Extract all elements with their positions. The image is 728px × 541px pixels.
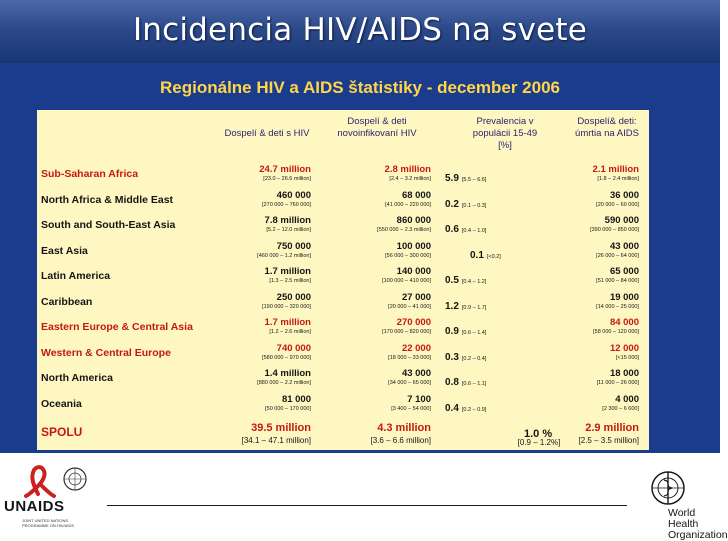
region-name: Eastern Europe & Central Asia	[41, 321, 193, 333]
cell-prevalence: 0.4 [0.2 – 0.9]	[445, 402, 487, 414]
cell-living: 24.7 million [23.0 – 26.6 million]	[259, 164, 311, 182]
cell-living: 81 000 [50 000 – 170 000]	[265, 393, 311, 412]
who-wordmark	[668, 508, 728, 541]
statistics-table	[37, 110, 649, 450]
cell-new: 100 000 [56 000 – 300 000]	[385, 240, 431, 259]
table-row	[37, 266, 649, 292]
unaids-wordmark: UNAIDS	[4, 498, 65, 515]
cell-living: 1.7 million [1.2 – 2.6 million]	[264, 317, 311, 335]
cell-prevalence: 0.1 [<0.2]	[470, 249, 501, 261]
table-row	[37, 292, 649, 318]
cell-new: 22 000 [18 000 – 33 000]	[388, 342, 431, 361]
cell-prevalence: 0.8 [0.6 – 1.1]	[445, 377, 487, 388]
un-emblem-icon	[62, 466, 88, 492]
cell-deaths: 4 000 [2 300 – 6 600]	[602, 393, 639, 412]
region-name: Oceania	[41, 397, 82, 410]
title-bar	[0, 0, 720, 63]
cell-deaths: 12 000 [<15 000]	[609, 342, 639, 361]
table-row	[37, 164, 649, 190]
cell-deaths: 18 000 [11 000 – 26 000]	[596, 368, 639, 386]
table-row	[37, 215, 649, 241]
cell-deaths: 36 000 [20 000 – 60 000]	[596, 189, 639, 208]
cell-prevalence: 1.2 [0.9 – 1.7]	[445, 300, 487, 312]
cell-new: 140 000 [100 000 – 410 000]	[382, 266, 431, 284]
region-name: North Africa & Middle East	[41, 193, 174, 206]
total-label: SPOLU	[41, 425, 83, 439]
region-name: Western & Central Europe	[41, 346, 171, 359]
cell-new: 43 000 [34 000 – 65 000]	[388, 368, 431, 386]
cell-prevalence: 0.5 [0.4 – 1.2]	[445, 275, 487, 286]
cell-deaths: 19 000 [14 000 – 25 000]	[596, 291, 639, 310]
table-row	[37, 394, 649, 420]
region-name: East Asia	[41, 244, 88, 257]
region-name: South and South-East Asia	[41, 219, 176, 231]
region-name: Sub-Saharan Africa	[41, 168, 139, 180]
total-prevalence: 1.0 %	[524, 428, 553, 440]
region-name: Latin America	[41, 270, 111, 282]
total-prevalence-range: [0.9 – 1.2%]	[517, 438, 561, 447]
page-title: Incidencia HIV/AIDS na svete	[132, 12, 588, 48]
cell-prevalence: 0.2 [0.1 – 0.3]	[445, 198, 487, 210]
table-row-total	[37, 422, 649, 448]
table-row	[37, 241, 649, 267]
cell-deaths: 65 000 [51 000 – 84 000]	[596, 266, 639, 284]
region-name: North America	[41, 372, 113, 384]
cell-deaths: 43 000 [26 000 – 64 000]	[596, 240, 639, 259]
total-living: 39.5 million [34.1 – 47.1 million]	[241, 422, 311, 445]
who-line-2: Organization	[668, 529, 728, 541]
col-header-prevalence: Prevalencia v populácii 15-49 [%]	[472, 116, 538, 151]
cell-new: 860 000 [550 000 – 2.3 million]	[377, 215, 431, 233]
cell-new: 270 000 [170 000 – 820 000]	[382, 317, 431, 335]
table-row	[37, 190, 649, 216]
col-header-new: Dospelí & deti novoinfikovaní HIV	[337, 116, 417, 139]
who-emblem-icon	[650, 470, 686, 506]
cell-prevalence: 0.3 [0.2 – 0.4]	[445, 351, 487, 363]
cell-living: 7.8 million [5.2 – 12.0 million]	[264, 215, 311, 233]
cell-deaths: 590 000 [390 000 – 850 000]	[590, 215, 639, 233]
cell-deaths: 84 000 [58 000 – 120 000]	[593, 317, 639, 335]
cell-living: 1.7 million [1.3 – 2.5 million]	[264, 266, 311, 284]
cell-new: 68 000 [41 000 – 220 000]	[385, 189, 431, 208]
total-deaths: 2.9 million [2.5 – 3.5 million]	[578, 422, 639, 445]
cell-deaths: 2.1 million [1.8 – 2.4 million]	[592, 164, 639, 182]
unaids-ribbon-icon	[4, 464, 104, 498]
table-row	[37, 317, 649, 343]
unaids-subtitle: JOINT UNITED NATIONS PROGRAMME ON HIV/AIDS	[22, 518, 75, 528]
table-row	[37, 368, 649, 394]
footer-divider	[107, 505, 627, 506]
cell-prevalence: 0.6 [0.4 – 1.0]	[445, 224, 487, 235]
cell-prevalence: 0.9 [0.6 – 1.4]	[445, 326, 487, 337]
cell-living: 1.4 million [880 000 – 2.2 million]	[257, 368, 311, 386]
cell-new: 7 100 [3 400 – 54 000]	[391, 393, 431, 412]
slide-subtitle: Regionálne HIV a AIDS štatistiky - december 2006	[160, 78, 560, 97]
cell-living: 740 000 [580 000 – 970 000]	[262, 342, 311, 361]
cell-living: 750 000 [460 000 – 1.2 million]	[257, 240, 311, 259]
col-header-deaths: Dospelí& deti: úmrtia na AIDS	[575, 116, 639, 139]
total-new: 4.3 million [3.6 – 6.6 million]	[370, 422, 431, 445]
col-header-living: Dospelí & deti s HIV	[224, 128, 310, 139]
cell-new: 27 000 [20 000 – 41 000]	[388, 291, 431, 310]
cell-prevalence: 5.9 [5.5 – 6.6]	[445, 173, 487, 184]
table-row	[37, 343, 649, 369]
region-name: Caribbean	[41, 295, 93, 308]
cell-living: 250 000 [190 000 – 320 000]	[262, 291, 311, 310]
cell-new: 2.8 million [2.4 – 3.2 million]	[384, 164, 431, 182]
cell-living: 460 000 [270 000 – 760 000]	[262, 189, 311, 208]
who-line-1: World Health	[668, 507, 699, 530]
